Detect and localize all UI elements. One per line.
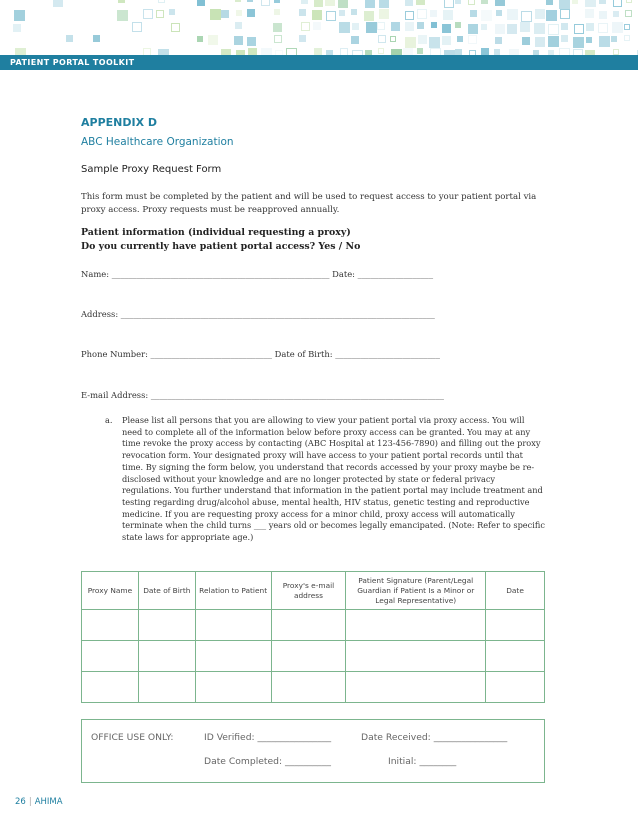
mosaic-tile	[365, 0, 375, 8]
mosaic-tile	[443, 10, 453, 20]
mosaic-tile	[626, 0, 632, 3]
mosaic-tile	[274, 35, 282, 43]
mosaic-tile	[457, 36, 463, 42]
mosaic-tile	[379, 9, 389, 19]
form-title: Sample Proxy Request Form	[81, 164, 222, 175]
mosaic-tile	[390, 36, 396, 42]
mosaic-tile	[625, 10, 632, 17]
mosaic-tile	[197, 0, 205, 6]
mosaic-tile	[520, 22, 530, 32]
table-cell[interactable]	[271, 641, 346, 672]
footer-org: AHIMA	[34, 797, 63, 807]
mosaic-tile	[495, 24, 505, 34]
mosaic-tile	[274, 9, 280, 15]
table-cell[interactable]	[486, 641, 545, 672]
mosaic-tile	[522, 37, 530, 45]
footer-separator: |	[28, 797, 32, 807]
mosaic-tile	[405, 0, 413, 6]
mosaic-tile	[236, 10, 242, 16]
mosaic-tile	[405, 22, 414, 31]
mosaic-tile	[560, 9, 570, 19]
mosaic-tile	[339, 10, 345, 16]
mosaic-tile	[496, 10, 502, 16]
mosaic-tile	[235, 22, 242, 29]
mosaic-tile	[235, 0, 241, 2]
col-date-of-birth: Date of Birth	[138, 572, 195, 610]
mosaic-tile	[430, 48, 441, 55]
mosaic-tile	[197, 36, 203, 42]
mosaic-tile	[559, 0, 570, 9]
table-row	[82, 641, 545, 672]
table-header-row	[82, 572, 545, 610]
office-use-label: OFFICE USE ONLY:	[91, 732, 174, 743]
mosaic-tile	[599, 11, 607, 19]
table-cell[interactable]	[138, 641, 195, 672]
mosaic-tile	[377, 22, 385, 30]
mosaic-tile	[286, 48, 297, 55]
mosaic-tile	[468, 35, 477, 44]
mosaic-tile	[210, 9, 221, 20]
table-cell[interactable]	[271, 610, 346, 641]
mosaic-tile	[455, 0, 461, 4]
mosaic-tile	[429, 37, 440, 48]
mosaic-tile	[156, 10, 164, 18]
mosaic-tile	[299, 35, 306, 42]
mosaic-tile	[468, 24, 478, 34]
mosaic-tile	[431, 22, 437, 28]
table-row	[82, 672, 545, 703]
table-cell[interactable]	[195, 610, 271, 641]
table-cell[interactable]	[346, 610, 486, 641]
mosaic-tile	[405, 37, 416, 48]
mosaic-tile	[574, 24, 584, 34]
mosaic-tile	[261, 0, 270, 6]
table-cell[interactable]	[82, 672, 139, 703]
table-cell[interactable]	[486, 672, 545, 703]
address-field[interactable]: Address: ___________________________________________________________________________	[81, 309, 435, 319]
mosaic-tile	[93, 35, 100, 42]
mosaic-tile	[586, 23, 594, 31]
mosaic-tile	[442, 36, 451, 45]
mosaic-tile	[143, 48, 151, 55]
mosaic-tile	[234, 36, 243, 45]
mosaic-tile	[301, 0, 308, 4]
intro-paragraph: This form must be completed by the patient and will be used to request access to your patient portal via proxy access. Proxy requests must be reapproved annually.	[81, 192, 537, 215]
mosaic-tile	[586, 37, 592, 43]
col-date: Date	[486, 572, 545, 610]
mosaic-tile	[405, 11, 414, 20]
name-field[interactable]: Name: ____________________________________________________ Date: __________________	[81, 269, 434, 279]
mosaic-tile	[444, 0, 454, 8]
list-text: Please list all persons that you are allowing to view your patient portal via proxy access. You will need to complete all of the information below before proxy access can be granted. You may at any time revoke the proxy access by contacting (ABC Hospital at 123-456-7890) and filling out the proxy revocation form. Your designated proxy will have access to your patient portal records until that time. By signing the form below, you understand that records accessed by your proxy maybe be re-disclosed without your knowledge and are no longer protected by state or federal privacy regulations. You further understand that information in the patient portal may include treatment and testing regarding drug/alcohol abuse, mental health, HIV status, genetic testing and reproductive medicine. If you are requesting proxy access for a minor child, proxy access will automatically terminate when the child turns ___ years old or becomes legally emancipated. (Note: Refer to specific state laws for appropriate age.)	[122, 415, 545, 543]
mosaic-tile	[546, 10, 557, 21]
mosaic-tile	[247, 37, 256, 46]
mosaic-tile	[158, 0, 165, 3]
mosaic-tile	[624, 35, 630, 41]
mosaic-tile	[340, 48, 348, 55]
list-item	[105, 415, 545, 544]
mosaic-tile	[417, 9, 427, 19]
mosaic-tile	[379, 0, 389, 8]
mosaic-tile	[261, 48, 272, 55]
list-marker: a.	[105, 415, 113, 425]
mosaic-tile	[273, 23, 282, 32]
patient-info-section	[81, 226, 360, 254]
mosaic-tile	[481, 10, 492, 21]
mosaic-tile	[13, 24, 21, 32]
mosaic-tile	[416, 0, 425, 5]
mosaic-tile	[535, 9, 545, 19]
mosaic-tile	[314, 48, 322, 55]
mosaic-tile	[208, 35, 218, 45]
mosaic-tile	[546, 0, 553, 5]
mosaic-tile	[169, 9, 175, 15]
mosaic-tile	[364, 11, 374, 21]
mosaic-tile	[611, 36, 617, 42]
mosaic-tile	[507, 9, 518, 20]
mosaic-tile	[561, 35, 568, 42]
col-relation: Relation to Patient	[195, 572, 271, 610]
mosaic-tile	[585, 0, 596, 7]
mosaic-tile	[314, 0, 323, 7]
mosaic-tile	[301, 22, 310, 31]
table-cell[interactable]	[195, 672, 271, 703]
mosaic-tile	[599, 0, 606, 4]
mosaic-tile	[507, 24, 517, 34]
mosaic-tile	[299, 9, 306, 16]
mosaic-tile	[221, 10, 229, 18]
toolkit-banner: PATIENT PORTAL TOOLKIT	[0, 55, 638, 70]
date-completed-field[interactable]: Date Completed: __________	[204, 756, 331, 767]
mosaic-tile	[14, 10, 25, 21]
email-field[interactable]: E-mail Address: ______________________________________________________________________	[81, 390, 444, 400]
page-number: 26	[15, 797, 26, 807]
table-cell[interactable]	[346, 641, 486, 672]
mosaic-tile	[612, 22, 623, 33]
mosaic-tile	[247, 0, 253, 2]
mosaic-tile	[534, 23, 545, 34]
mosaic-tile	[351, 36, 359, 44]
mosaic-tile	[66, 35, 73, 42]
mosaic-tile	[15, 48, 26, 55]
table-cell[interactable]	[82, 610, 139, 641]
mosaic-tile	[535, 37, 545, 47]
mosaic-tile	[274, 0, 280, 3]
mosaic-tile	[561, 23, 568, 30]
mosaic-tile	[338, 0, 348, 8]
patient-info-heading: Patient information (individual requesting a proxy)	[81, 227, 351, 238]
initial-field[interactable]: Initial: ________	[388, 756, 457, 767]
mosaic-tile	[468, 0, 475, 5]
table-cell[interactable]	[138, 610, 195, 641]
mosaic-tile	[132, 22, 142, 32]
mosaic-tile	[572, 0, 578, 4]
mosaic-tile	[378, 35, 386, 43]
col-proxy-name: Proxy Name	[82, 572, 139, 610]
table-cell[interactable]	[138, 672, 195, 703]
mosaic-tile	[470, 10, 477, 17]
mosaic-tile	[171, 23, 180, 32]
mosaic-tile	[325, 0, 335, 6]
mosaic-tile	[248, 48, 257, 55]
mosaic-tile	[418, 35, 427, 44]
office-use-box	[81, 719, 545, 783]
mosaic-tile	[143, 9, 153, 19]
mosaic-tile	[118, 0, 125, 3]
mosaic-tile	[339, 22, 350, 33]
mosaic-tile	[378, 48, 384, 54]
mosaic-tile	[430, 10, 437, 17]
table-cell[interactable]	[82, 641, 139, 672]
mosaic-tile	[613, 0, 622, 7]
organization-name: ABC Healthcare Organization	[81, 136, 234, 148]
header-mosaic	[0, 0, 638, 55]
table-cell[interactable]	[195, 641, 271, 672]
mosaic-tile	[442, 24, 451, 33]
mosaic-tile	[559, 48, 570, 55]
mosaic-tile	[481, 0, 488, 4]
mosaic-tile	[352, 23, 359, 30]
appendix-label: APPENDIX D	[81, 116, 158, 129]
mosaic-tile	[613, 11, 619, 17]
table-cell[interactable]	[346, 672, 486, 703]
mosaic-tile	[495, 0, 505, 6]
id-verified-field[interactable]: ID Verified: ________________	[204, 732, 332, 743]
mosaic-tile	[599, 36, 610, 47]
mosaic-tile	[351, 9, 357, 15]
table-row	[82, 610, 545, 641]
mosaic-tile	[548, 36, 559, 47]
col-email: Proxy's e-mail address	[271, 572, 346, 610]
mosaic-tile	[403, 48, 413, 55]
mosaic-tile	[391, 22, 400, 31]
mosaic-tile	[53, 0, 63, 7]
proxy-table	[81, 571, 545, 703]
mosaic-tile	[585, 9, 594, 18]
mosaic-tile	[417, 22, 424, 29]
mosaic-tile	[481, 48, 489, 55]
table-cell[interactable]	[486, 610, 545, 641]
phone-dob-field[interactable]: Phone Number: _____________________________ Date of Birth: _________________________	[81, 349, 440, 359]
mosaic-tile	[366, 22, 377, 33]
col-signature: Patient Signature (Parent/Legal Guardian if Patient Is a Minor or Legal Representative)	[346, 572, 486, 610]
page-footer	[15, 797, 63, 807]
date-received-field[interactable]: Date Received: ________________	[361, 732, 508, 743]
mosaic-tile	[312, 10, 322, 20]
mosaic-tile	[495, 37, 502, 44]
table-cell[interactable]	[271, 672, 346, 703]
mosaic-tile	[521, 11, 532, 22]
mosaic-tile	[117, 10, 128, 21]
mosaic-tile	[598, 23, 608, 33]
mosaic-tile	[624, 24, 630, 30]
mosaic-tile	[481, 24, 487, 30]
mosaic-tile	[417, 48, 423, 54]
access-question: Do you currently have patient portal access? Yes / No	[81, 241, 361, 252]
mosaic-tile	[326, 11, 336, 21]
mosaic-tile	[573, 37, 584, 48]
mosaic-tile	[247, 9, 255, 17]
mosaic-tile	[455, 22, 461, 28]
mosaic-tile	[313, 22, 321, 30]
mosaic-tile	[548, 24, 559, 35]
